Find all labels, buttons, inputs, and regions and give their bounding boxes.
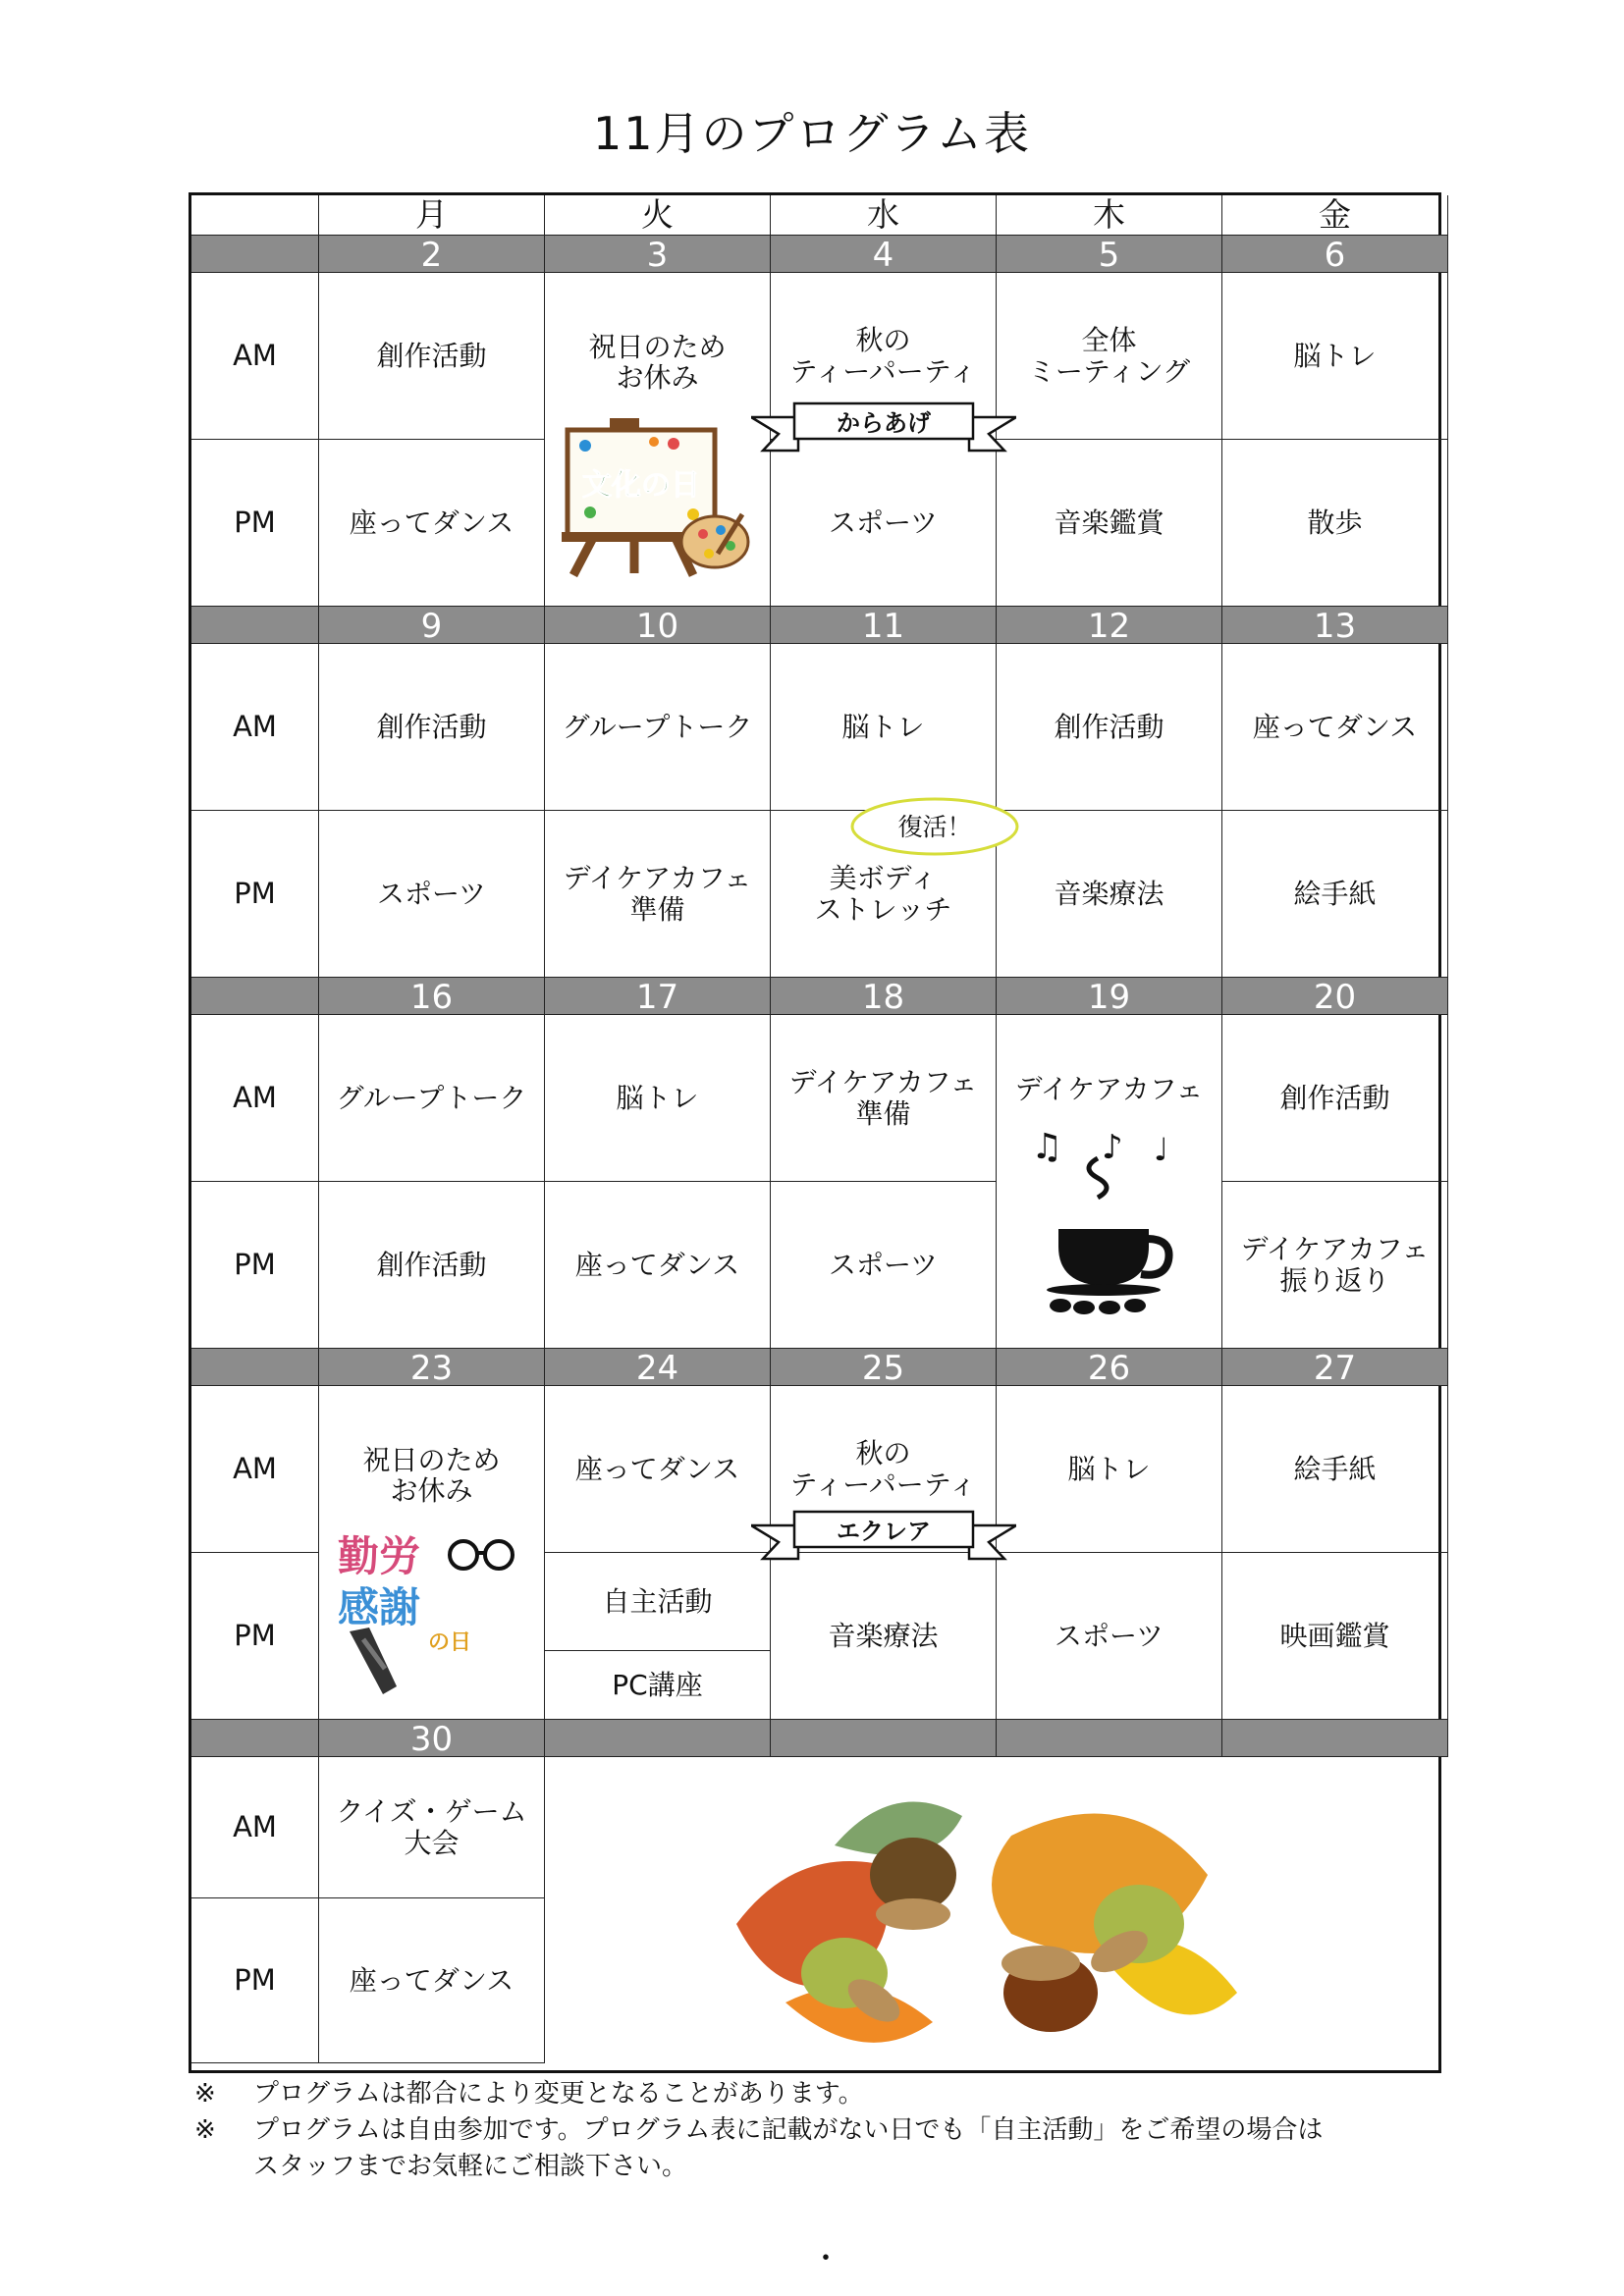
- page-title: 11月のプログラム表: [592, 107, 1032, 160]
- activity-cell: 散歩: [1222, 440, 1448, 607]
- activity-cell: 創作活動: [319, 1182, 545, 1349]
- activity-cell: 音楽療法: [771, 1553, 997, 1720]
- music-note-icon: ♪: [1102, 1128, 1123, 1167]
- activity-cell: 創作活動: [319, 273, 545, 440]
- activity-cell: デイケアカフェ 振り返り: [1222, 1182, 1448, 1349]
- am-label: AM: [191, 1386, 319, 1553]
- eclair-text: エクレア: [837, 1518, 931, 1545]
- eclair-ribbon: [751, 1504, 1016, 1573]
- activity-cell: 座ってダンス: [545, 1386, 771, 1553]
- activity-cell: 脳トレ: [545, 1015, 771, 1182]
- music-note-icon: ♩: [1154, 1131, 1169, 1168]
- note-text: プログラムは自由参加です。プログラム表に記載がない日でも「自主活動」をご希望の場合は スタッフまでお気軽にご相談下さい。: [253, 2114, 1324, 2181]
- note-mark: ※: [194, 2114, 216, 2145]
- pm-label: PM: [191, 1182, 319, 1349]
- activity-cell: 音楽鑑賞: [997, 440, 1222, 607]
- activity-cell: グループトーク: [545, 644, 771, 811]
- date-number: 13: [1222, 607, 1448, 644]
- culture-day-easel-illustration: [556, 416, 757, 578]
- activity-cell: 全体 ミーティング: [997, 273, 1222, 440]
- date-number: 10: [545, 607, 771, 644]
- am-label: AM: [191, 273, 319, 440]
- date-number: [1222, 1720, 1448, 1757]
- activity-cell: 秋の ティーパーティ: [771, 273, 997, 440]
- activity-cell: 座ってダンス: [545, 1182, 771, 1349]
- activity-cell: 創作活動: [997, 644, 1222, 811]
- activity-cell: スポーツ: [771, 440, 997, 607]
- date-number: 16: [319, 978, 545, 1015]
- pm-label: PM: [191, 1553, 319, 1720]
- am-label: AM: [191, 644, 319, 811]
- date-number: [771, 1720, 997, 1757]
- activity-cell: 脳トレ: [997, 1386, 1222, 1553]
- karaage-ribbon: [751, 396, 1016, 464]
- date-number: 6: [1222, 236, 1448, 273]
- bubble-text: 復活！: [897, 813, 972, 841]
- activity-cell: 絵手紙: [1222, 811, 1448, 978]
- footer-mark: ・: [811, 2242, 840, 2276]
- activity-cell: 祝日のため お休み: [319, 1386, 545, 1553]
- date-number: 12: [997, 607, 1222, 644]
- date-number: [997, 1720, 1222, 1757]
- weekday-header: 水: [771, 195, 997, 236]
- activity-cell: 座ってダンス: [319, 440, 545, 607]
- activity-cell: クイズ・ゲーム 大会: [319, 1757, 545, 1898]
- activity-cell: 美ボディ ストレッチ: [771, 811, 997, 978]
- weekday-header: 月: [319, 195, 545, 236]
- activity-cell: スポーツ: [319, 811, 545, 978]
- activity-cell: スポーツ: [771, 1182, 997, 1349]
- pm-label: PM: [191, 1898, 319, 2063]
- date-number: 27: [1222, 1349, 1448, 1386]
- date-bar-blank: [191, 978, 319, 1015]
- date-bar-blank: [191, 1349, 319, 1386]
- date-number: 2: [319, 236, 545, 273]
- activity-cell: 脳トレ: [771, 644, 997, 811]
- note-row: [194, 2076, 1323, 2112]
- activity-cell: 座ってダンス: [1222, 644, 1448, 811]
- date-number: 17: [545, 978, 771, 1015]
- weekday-header: 金: [1222, 195, 1448, 236]
- bunka-sign-text: 文化の日: [582, 468, 700, 503]
- date-number: 26: [997, 1349, 1222, 1386]
- activity-cell: 祝日のため お休み: [545, 273, 771, 440]
- labor-thanksgiving-illustration: [330, 1523, 526, 1695]
- date-number: 9: [319, 607, 545, 644]
- date-number: 30: [319, 1720, 545, 1757]
- date-number: 19: [997, 978, 1222, 1015]
- kinro-text: 勤労: [338, 1532, 421, 1580]
- activity-cell: デイケアカフェ 準備: [545, 811, 771, 978]
- date-number: 20: [1222, 978, 1448, 1015]
- activity-cell: 創作活動: [319, 644, 545, 811]
- date-number: 4: [771, 236, 997, 273]
- activity-cell: PC講座: [545, 1651, 771, 1720]
- activity-cell: 創作活動: [1222, 1015, 1448, 1182]
- date-number: 25: [771, 1349, 997, 1386]
- date-number: 23: [319, 1349, 545, 1386]
- date-bar-blank: [191, 1720, 319, 1757]
- autumn-leaves-acorns-illustration: [727, 1777, 1276, 2071]
- karaage-text: からあげ: [837, 409, 931, 437]
- note-mark: ※: [194, 2079, 216, 2109]
- date-number: 18: [771, 978, 997, 1015]
- activity-cell: スポーツ: [997, 1553, 1222, 1720]
- revival-speech-bubble: [846, 795, 1023, 864]
- date-bar-blank: [191, 236, 319, 273]
- coffee-cup-music-illustration: [1021, 1119, 1218, 1315]
- kansha-text: 感謝: [338, 1583, 421, 1631]
- date-bar-blank: [191, 607, 319, 644]
- date-number: [545, 1720, 771, 1757]
- date-number: 11: [771, 607, 997, 644]
- activity-cell: デイケアカフェ: [997, 1015, 1222, 1182]
- activity-cell: 映画鑑賞: [1222, 1553, 1448, 1720]
- weekday-header: 木: [997, 195, 1222, 236]
- kinro-suffix-text: の日: [428, 1630, 472, 1655]
- date-number: 5: [997, 236, 1222, 273]
- activity-cell: 自主活動: [545, 1553, 771, 1651]
- music-note-icon: ♫: [1031, 1127, 1063, 1167]
- date-number: 3: [545, 236, 771, 273]
- activity-cell: 座ってダンス: [319, 1898, 545, 2063]
- am-label: AM: [191, 1757, 319, 1898]
- activity-cell: デイケアカフェ 準備: [771, 1015, 997, 1182]
- notes: [194, 2076, 1323, 2185]
- activity-cell: 秋の ティーパーティ: [771, 1386, 997, 1553]
- pm-label: PM: [191, 811, 319, 978]
- activity-cell: 音楽療法: [997, 811, 1222, 978]
- activity-cell: 絵手紙: [1222, 1386, 1448, 1553]
- header-blank-cell: [191, 195, 319, 236]
- am-label: AM: [191, 1015, 319, 1182]
- activity-cell: グループトーク: [319, 1015, 545, 1182]
- note-row: [194, 2112, 1323, 2185]
- date-number: 24: [545, 1349, 771, 1386]
- note-text: プログラムは都合により変更となることがあります。: [253, 2079, 864, 2109]
- activity-cell: 脳トレ: [1222, 273, 1448, 440]
- weekday-header: 火: [545, 195, 771, 236]
- pm-label: PM: [191, 440, 319, 607]
